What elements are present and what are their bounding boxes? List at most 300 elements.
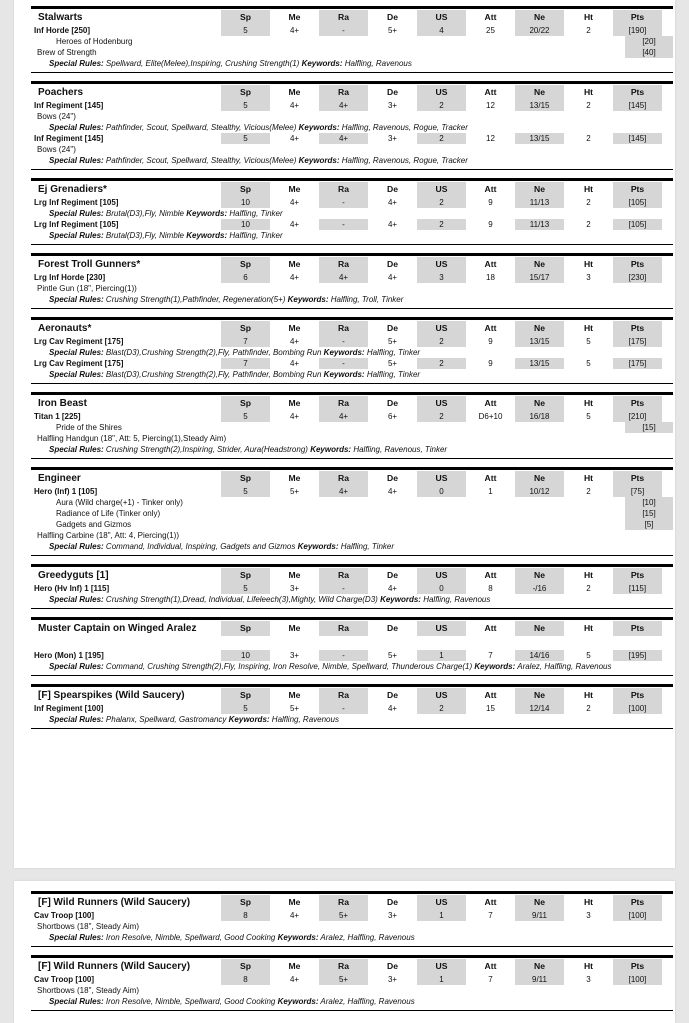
- stat-de: 4+: [387, 584, 398, 593]
- stat-row: [31, 486, 673, 497]
- column-header-ht: Ht: [583, 87, 594, 97]
- unit-header: [31, 10, 673, 25]
- stat-me: 4+: [289, 101, 300, 110]
- column-header-ne: Ne: [515, 895, 564, 910]
- column-header-de: De: [387, 690, 398, 700]
- stat-ra: -: [319, 650, 368, 661]
- unit-type: Lrg Inf Regiment [105]: [34, 220, 119, 229]
- stat-me: 4+: [289, 134, 300, 143]
- column-header-us: US: [417, 895, 466, 910]
- unit-spacer: [31, 552, 673, 555]
- unit-type: Lrg Cav Regiment [175]: [34, 359, 124, 368]
- column-header-us: US: [417, 85, 466, 100]
- keywords-text: Aralez, Halfling, Ravenous: [517, 662, 612, 671]
- keywords-label: Keywords:: [297, 542, 339, 551]
- unit-header: [31, 396, 673, 411]
- stat-de: 5+: [387, 337, 398, 346]
- column-header-de: De: [387, 184, 398, 194]
- army-list-page-1: [14, 0, 675, 868]
- stat-ne: 13/15: [515, 358, 564, 369]
- stat-sp: 7: [221, 336, 270, 347]
- stat-us: 2: [417, 358, 466, 369]
- stat-us: 4: [417, 25, 466, 36]
- stat-att: 1: [488, 487, 493, 496]
- weapon-line: Bows (24"): [37, 145, 76, 154]
- column-header-me: Me: [288, 570, 301, 580]
- stat-sp: 5: [221, 486, 270, 497]
- column-header-sp: Sp: [221, 688, 270, 703]
- column-header-ht: Ht: [583, 259, 594, 269]
- column-header-de: De: [387, 473, 398, 483]
- special-rules-label: Special Rules:: [49, 295, 104, 304]
- special-rules-line: [31, 594, 673, 605]
- stat-sp: 7: [221, 358, 270, 369]
- column-header-ra: Ra: [319, 321, 368, 336]
- stat-ra: -: [319, 703, 368, 714]
- unit-type: Inf Regiment [145]: [34, 101, 104, 110]
- special-rules-line: [31, 996, 673, 1007]
- unit-name: Greedyguts [1]: [38, 570, 109, 581]
- stat-ra: 5+: [319, 974, 368, 985]
- column-header-ht: Ht: [583, 570, 594, 580]
- column-header-pts: Pts: [613, 959, 662, 974]
- keywords-text: Aralez, Halfling, Ravenous: [320, 997, 415, 1006]
- column-header-ne: Ne: [515, 182, 564, 197]
- special-rules-text: Spellward, Elite(Melee),Inspiring, Crushing Strength(1): [105, 59, 300, 68]
- stat-sp: 5: [221, 583, 270, 594]
- column-header-ne: Ne: [515, 10, 564, 25]
- unit-spacer: [31, 605, 673, 608]
- column-header-ne: Ne: [515, 959, 564, 974]
- stat-ht: 3: [586, 911, 591, 920]
- upgrade-name: Radiance of Life (Tinker only): [56, 509, 161, 518]
- keywords-label: Keywords:: [474, 662, 516, 671]
- stat-att: 9: [488, 337, 493, 346]
- column-header-ne: Ne: [515, 396, 564, 411]
- keywords-text: Halfling, Ravenous, Rogue, Tracker: [341, 123, 468, 132]
- column-header-pts: Pts: [613, 688, 662, 703]
- keywords-text: Aralez, Halfling, Ravenous: [320, 933, 415, 942]
- stat-me: 4+: [289, 220, 300, 229]
- unit-block: [31, 467, 673, 556]
- column-header-pts: Pts: [613, 568, 662, 583]
- stat-ne: 11/13: [515, 219, 564, 230]
- keywords-label: Keywords:: [298, 123, 340, 132]
- column-header-att: Att: [484, 570, 497, 580]
- stat-sp: 8: [221, 910, 270, 921]
- column-header-me: Me: [288, 184, 301, 194]
- stat-att: 15: [486, 704, 495, 713]
- stat-att: 7: [488, 911, 493, 920]
- stat-me: 3+: [289, 651, 300, 660]
- unit-type: Inf Horde [250]: [34, 26, 91, 35]
- column-header-sp: Sp: [221, 396, 270, 411]
- stat-me: 3+: [289, 584, 300, 593]
- stat-pts: [145]: [613, 133, 662, 144]
- unit-name: [F] Wild Runners (Wild Saucery): [38, 897, 191, 908]
- keywords-label: Keywords:: [380, 595, 421, 604]
- stat-pts: [105]: [613, 219, 662, 230]
- upgrade-name: Aura (Wild charge(+1) - Tinker only): [56, 498, 183, 507]
- column-header-me: Me: [288, 259, 301, 269]
- stat-de: 4+: [387, 273, 398, 282]
- column-header-pts: Pts: [613, 10, 662, 25]
- stat-me: 4+: [289, 273, 300, 282]
- stat-ht: 2: [586, 220, 591, 229]
- unit-header: [31, 85, 673, 100]
- special-rules-text: Command, Individual, Inspiring, Gadgets and Gizmos: [105, 542, 296, 551]
- unit-spacer: [31, 166, 673, 169]
- column-header-sp: Sp: [221, 568, 270, 583]
- special-rules-line: [31, 155, 673, 166]
- upgrade-name: Heroes of Hodenburg: [56, 37, 133, 46]
- stat-att: 9: [488, 359, 493, 368]
- unit-type: Cav Troop [100]: [34, 975, 95, 984]
- column-header-att: Att: [484, 897, 497, 907]
- stat-att: 8: [488, 584, 493, 593]
- stat-me: 4+: [289, 911, 300, 920]
- stat-att: 25: [486, 26, 495, 35]
- column-header-ra: Ra: [319, 396, 368, 411]
- special-rules-line: [31, 714, 673, 725]
- unit-list: [31, 891, 673, 1019]
- stat-us: 0: [417, 486, 466, 497]
- special-rules-line: [31, 347, 673, 358]
- stat-att: 7: [488, 975, 493, 984]
- stat-ht: 3: [586, 975, 591, 984]
- column-header-us: US: [417, 10, 466, 25]
- column-header-me: Me: [288, 961, 301, 971]
- stat-ne: 13/15: [515, 133, 564, 144]
- upgrade-points: [15]: [625, 508, 673, 519]
- upgrade-row: [31, 36, 673, 47]
- stat-ra: -: [319, 358, 368, 369]
- column-header-us: US: [417, 471, 466, 486]
- stat-ra: -: [319, 25, 368, 36]
- stat-ht: 2: [586, 584, 591, 593]
- unit-spacer: [31, 69, 673, 72]
- upgrade-row: [31, 508, 673, 519]
- special-rules-line: [31, 58, 673, 69]
- stat-us: 2: [417, 703, 466, 714]
- keywords-text: Halfling, Tinker: [366, 348, 421, 357]
- column-header-ra: Ra: [319, 10, 368, 25]
- stat-row: [31, 219, 673, 230]
- stat-ht: 2: [586, 134, 591, 143]
- stat-ra: 4+: [319, 272, 368, 283]
- stat-ne: 9/11: [515, 974, 564, 985]
- unit-header: [31, 959, 673, 974]
- column-header-ne: Ne: [515, 688, 564, 703]
- unit-spacer: [31, 380, 673, 383]
- stat-pts: [100]: [613, 703, 662, 714]
- stat-us: 0: [417, 583, 466, 594]
- column-header-ra: Ra: [319, 959, 368, 974]
- column-header-de: De: [387, 12, 398, 22]
- unit-spacer: [31, 943, 673, 946]
- keywords-label: Keywords:: [301, 59, 343, 68]
- stat-ht: 5: [586, 359, 591, 368]
- stat-us: 2: [417, 411, 466, 422]
- unit-type: Hero (Hv Inf) 1 [115]: [34, 584, 110, 593]
- stat-ra: 5+: [319, 910, 368, 921]
- column-header-ra: Ra: [319, 257, 368, 272]
- stat-row: [31, 650, 673, 661]
- unit-header: [31, 895, 673, 910]
- column-header-de: De: [387, 897, 398, 907]
- special-rules-label: Special Rules:: [49, 997, 104, 1006]
- keywords-label: Keywords:: [323, 370, 365, 379]
- stat-sp: 10: [221, 650, 270, 661]
- stat-ne: -/16: [515, 583, 564, 594]
- column-header-sp: Sp: [221, 10, 270, 25]
- stat-sp: 5: [221, 133, 270, 144]
- column-header-pts: Pts: [613, 621, 662, 636]
- special-rules-label: Special Rules:: [49, 231, 104, 240]
- stat-row: [31, 910, 673, 921]
- keywords-text: Halfling, Tinker: [229, 231, 283, 240]
- stat-ne: 20/22: [515, 25, 564, 36]
- special-rules-label: Special Rules:: [49, 348, 104, 357]
- column-header-pts: Pts: [613, 471, 662, 486]
- stat-de: 5+: [387, 359, 398, 368]
- weapon-line: Pintle Gun (18", Piercing(1)): [37, 284, 137, 293]
- weapon-line: Shortbows (18", Steady Aim): [37, 986, 139, 995]
- special-rules-text: Pathfinder, Scout, Spellward, Stealthy, Vicious(Melee): [105, 156, 297, 165]
- weapon-line: Halfling Carbine (18", Att: 4, Piercing(1)): [37, 531, 180, 540]
- unit-spacer: [31, 455, 673, 458]
- unit-name: Aeronauts*: [38, 323, 92, 334]
- stat-att: 7: [488, 651, 493, 660]
- special-rules-label: Special Rules:: [49, 123, 104, 132]
- column-header-sp: Sp: [221, 959, 270, 974]
- unit-block: [31, 617, 673, 676]
- special-rules-text: Blast(D3),Crushing Strength(2),Fly, Pathfinder, Bombing Run: [105, 348, 322, 357]
- column-header-att: Att: [484, 961, 497, 971]
- unit-header: [31, 621, 673, 650]
- column-header-ra: Ra: [319, 688, 368, 703]
- stat-us: 1: [417, 974, 466, 985]
- unit-spacer: [31, 305, 673, 308]
- stat-ht: 2: [586, 101, 591, 110]
- upgrade-name: Pride of the Shires: [56, 423, 122, 432]
- stat-ra: -: [319, 219, 368, 230]
- special-rules-text: Command, Crushing Strength(2),Fly, Inspiring, Iron Resolve, Nimble, Spellward, Thunderous Charge(1): [105, 662, 473, 671]
- column-header-us: US: [417, 321, 466, 336]
- column-header-ne: Ne: [515, 621, 564, 636]
- stat-att: 12: [486, 101, 495, 110]
- unit-name: [F] Wild Runners (Wild Saucery): [38, 961, 191, 972]
- special-rules-text: Crushing Strength(2),Inspiring, Strider, Aura(Headstrong): [105, 445, 308, 454]
- unit-block: [31, 564, 673, 609]
- column-header-us: US: [417, 959, 466, 974]
- column-header-de: De: [387, 323, 398, 333]
- column-header-att: Att: [484, 12, 497, 22]
- special-rules-label: Special Rules:: [49, 156, 104, 165]
- stat-us: 1: [417, 910, 466, 921]
- stat-pts: [190]: [613, 25, 662, 36]
- column-header-de: De: [387, 623, 398, 633]
- special-rules-line: [31, 294, 673, 305]
- stat-de: 4+: [387, 704, 398, 713]
- unit-name: Muster Captain on Winged Aralez: [38, 623, 197, 634]
- stat-ra: -: [319, 336, 368, 347]
- stat-ne: 13/15: [515, 100, 564, 111]
- special-rules-label: Special Rules:: [49, 715, 104, 724]
- column-header-att: Att: [484, 623, 497, 633]
- unit-header: [31, 688, 673, 703]
- unit-name: Ej Grenadiers*: [38, 184, 107, 195]
- stat-de: 3+: [387, 975, 398, 984]
- unit-block: [31, 684, 673, 729]
- stat-pts: [115]: [613, 583, 662, 594]
- special-rules-label: Special Rules:: [49, 662, 104, 671]
- stat-ra: 4+: [319, 133, 368, 144]
- stat-ht: 5: [586, 337, 591, 346]
- column-header-us: US: [417, 396, 466, 411]
- stat-pts: [195]: [613, 650, 662, 661]
- stat-att: 12: [486, 134, 495, 143]
- upgrade-row: [31, 519, 673, 530]
- column-header-me: Me: [288, 623, 301, 633]
- column-header-us: US: [417, 621, 466, 636]
- stat-de: 4+: [387, 198, 398, 207]
- unit-block: [31, 891, 673, 947]
- weapon-line: Shortbows (18", Steady Aim): [37, 922, 139, 931]
- unit-name: Iron Beast: [38, 398, 87, 409]
- column-header-ht: Ht: [583, 12, 594, 22]
- special-rules-text: Brutal(D3),Fly, Nimble: [105, 231, 185, 240]
- keywords-label: Keywords:: [277, 997, 319, 1006]
- stat-ht: 2: [586, 704, 591, 713]
- keywords-text: Halfling, Troll, Tinker: [330, 295, 404, 304]
- stat-pts: [230]: [613, 272, 662, 283]
- special-rules-line: [31, 932, 673, 943]
- stat-me: 4+: [289, 359, 300, 368]
- column-header-de: De: [387, 961, 398, 971]
- stat-me: 5+: [289, 487, 300, 496]
- column-header-ra: Ra: [319, 471, 368, 486]
- stat-row: [31, 336, 673, 347]
- stat-sp: 5: [221, 100, 270, 111]
- stat-ht: 5: [586, 651, 591, 660]
- column-header-sp: Sp: [221, 321, 270, 336]
- stat-de: 3+: [387, 134, 398, 143]
- column-header-pts: Pts: [613, 321, 662, 336]
- column-header-me: Me: [288, 398, 301, 408]
- column-header-me: Me: [288, 87, 301, 97]
- stat-de: 3+: [387, 101, 398, 110]
- upgrade-row: [31, 47, 673, 58]
- column-header-de: De: [387, 259, 398, 269]
- upgrade-name: Gadgets and Gizmos: [56, 520, 132, 529]
- column-header-ht: Ht: [583, 398, 594, 408]
- stat-de: 5+: [387, 651, 398, 660]
- stat-sp: 6: [221, 272, 270, 283]
- keywords-text: Halfling, Tinker: [229, 209, 283, 218]
- keywords-text: Halfling, Ravenous: [271, 715, 339, 724]
- stat-de: 5+: [387, 26, 398, 35]
- stat-ne: 13/15: [515, 336, 564, 347]
- stat-pts: [105]: [613, 197, 662, 208]
- stat-de: 4+: [387, 487, 398, 496]
- keywords-label: Keywords:: [298, 156, 340, 165]
- column-header-ht: Ht: [583, 323, 594, 333]
- keywords-label: Keywords:: [186, 231, 228, 240]
- column-header-ht: Ht: [583, 961, 594, 971]
- stat-ne: 14/16: [515, 650, 564, 661]
- column-header-ht: Ht: [583, 690, 594, 700]
- column-header-pts: Pts: [613, 257, 662, 272]
- stat-me: 4+: [289, 198, 300, 207]
- stat-de: 6+: [387, 412, 398, 421]
- weapon-line: Halfling Handgun (18", Att: 5, Piercing(1),Steady Aim): [37, 434, 227, 443]
- stat-row: [31, 197, 673, 208]
- stat-sp: 10: [221, 197, 270, 208]
- stat-ne: 9/11: [515, 910, 564, 921]
- column-header-att: Att: [484, 473, 497, 483]
- stat-row: [31, 358, 673, 369]
- stat-ne: 10/12: [515, 486, 564, 497]
- upgrade-row: [31, 497, 673, 508]
- column-header-me: Me: [288, 897, 301, 907]
- keywords-label: Keywords:: [186, 209, 228, 218]
- column-header-me: Me: [288, 690, 301, 700]
- column-header-de: De: [387, 87, 398, 97]
- unit-block: [31, 955, 673, 1011]
- stat-me: 4+: [289, 975, 300, 984]
- stat-us: 2: [417, 197, 466, 208]
- column-header-us: US: [417, 182, 466, 197]
- unit-type: Lrg Inf Horde [230]: [34, 273, 106, 282]
- column-header-ne: Ne: [515, 471, 564, 486]
- special-rules-label: Special Rules:: [49, 595, 104, 604]
- column-header-pts: Pts: [613, 182, 662, 197]
- special-rules-line: [31, 208, 673, 219]
- column-header-att: Att: [484, 87, 497, 97]
- unit-block: [31, 6, 673, 73]
- column-header-ra: Ra: [319, 85, 368, 100]
- column-header-ne: Ne: [515, 321, 564, 336]
- column-header-sp: Sp: [221, 471, 270, 486]
- stat-sp: 5: [221, 703, 270, 714]
- keywords-text: Halfling, Tinker: [340, 542, 395, 551]
- stat-us: 1: [417, 650, 466, 661]
- stat-ht: 5: [586, 412, 591, 421]
- special-rules-line: [31, 541, 673, 552]
- unit-spacer: [31, 1007, 673, 1010]
- unit-name: Engineer: [38, 473, 81, 484]
- keywords-label: Keywords:: [323, 348, 365, 357]
- stat-pts: [145]: [613, 100, 662, 111]
- special-rules-label: Special Rules:: [49, 59, 104, 68]
- unit-name: Forest Troll Gunners*: [38, 259, 141, 270]
- special-rules-line: [31, 444, 673, 455]
- column-header-sp: Sp: [221, 895, 270, 910]
- special-rules-label: Special Rules:: [49, 933, 104, 942]
- army-list-page-2: [14, 881, 675, 1023]
- column-header-ra: Ra: [319, 568, 368, 583]
- stat-pts: [175]: [613, 358, 662, 369]
- stat-ra: 4+: [319, 100, 368, 111]
- special-rules-label: Special Rules:: [49, 542, 104, 551]
- keywords-label: Keywords:: [277, 933, 319, 942]
- keywords-text: Halfling, Ravenous, Rogue, Tracker: [341, 156, 468, 165]
- stat-me: 5+: [289, 704, 300, 713]
- stat-att: D6+10: [478, 412, 503, 421]
- special-rules-text: Phalanx, Spellward, Gastromancy: [105, 715, 227, 724]
- stat-ne: 12/14: [515, 703, 564, 714]
